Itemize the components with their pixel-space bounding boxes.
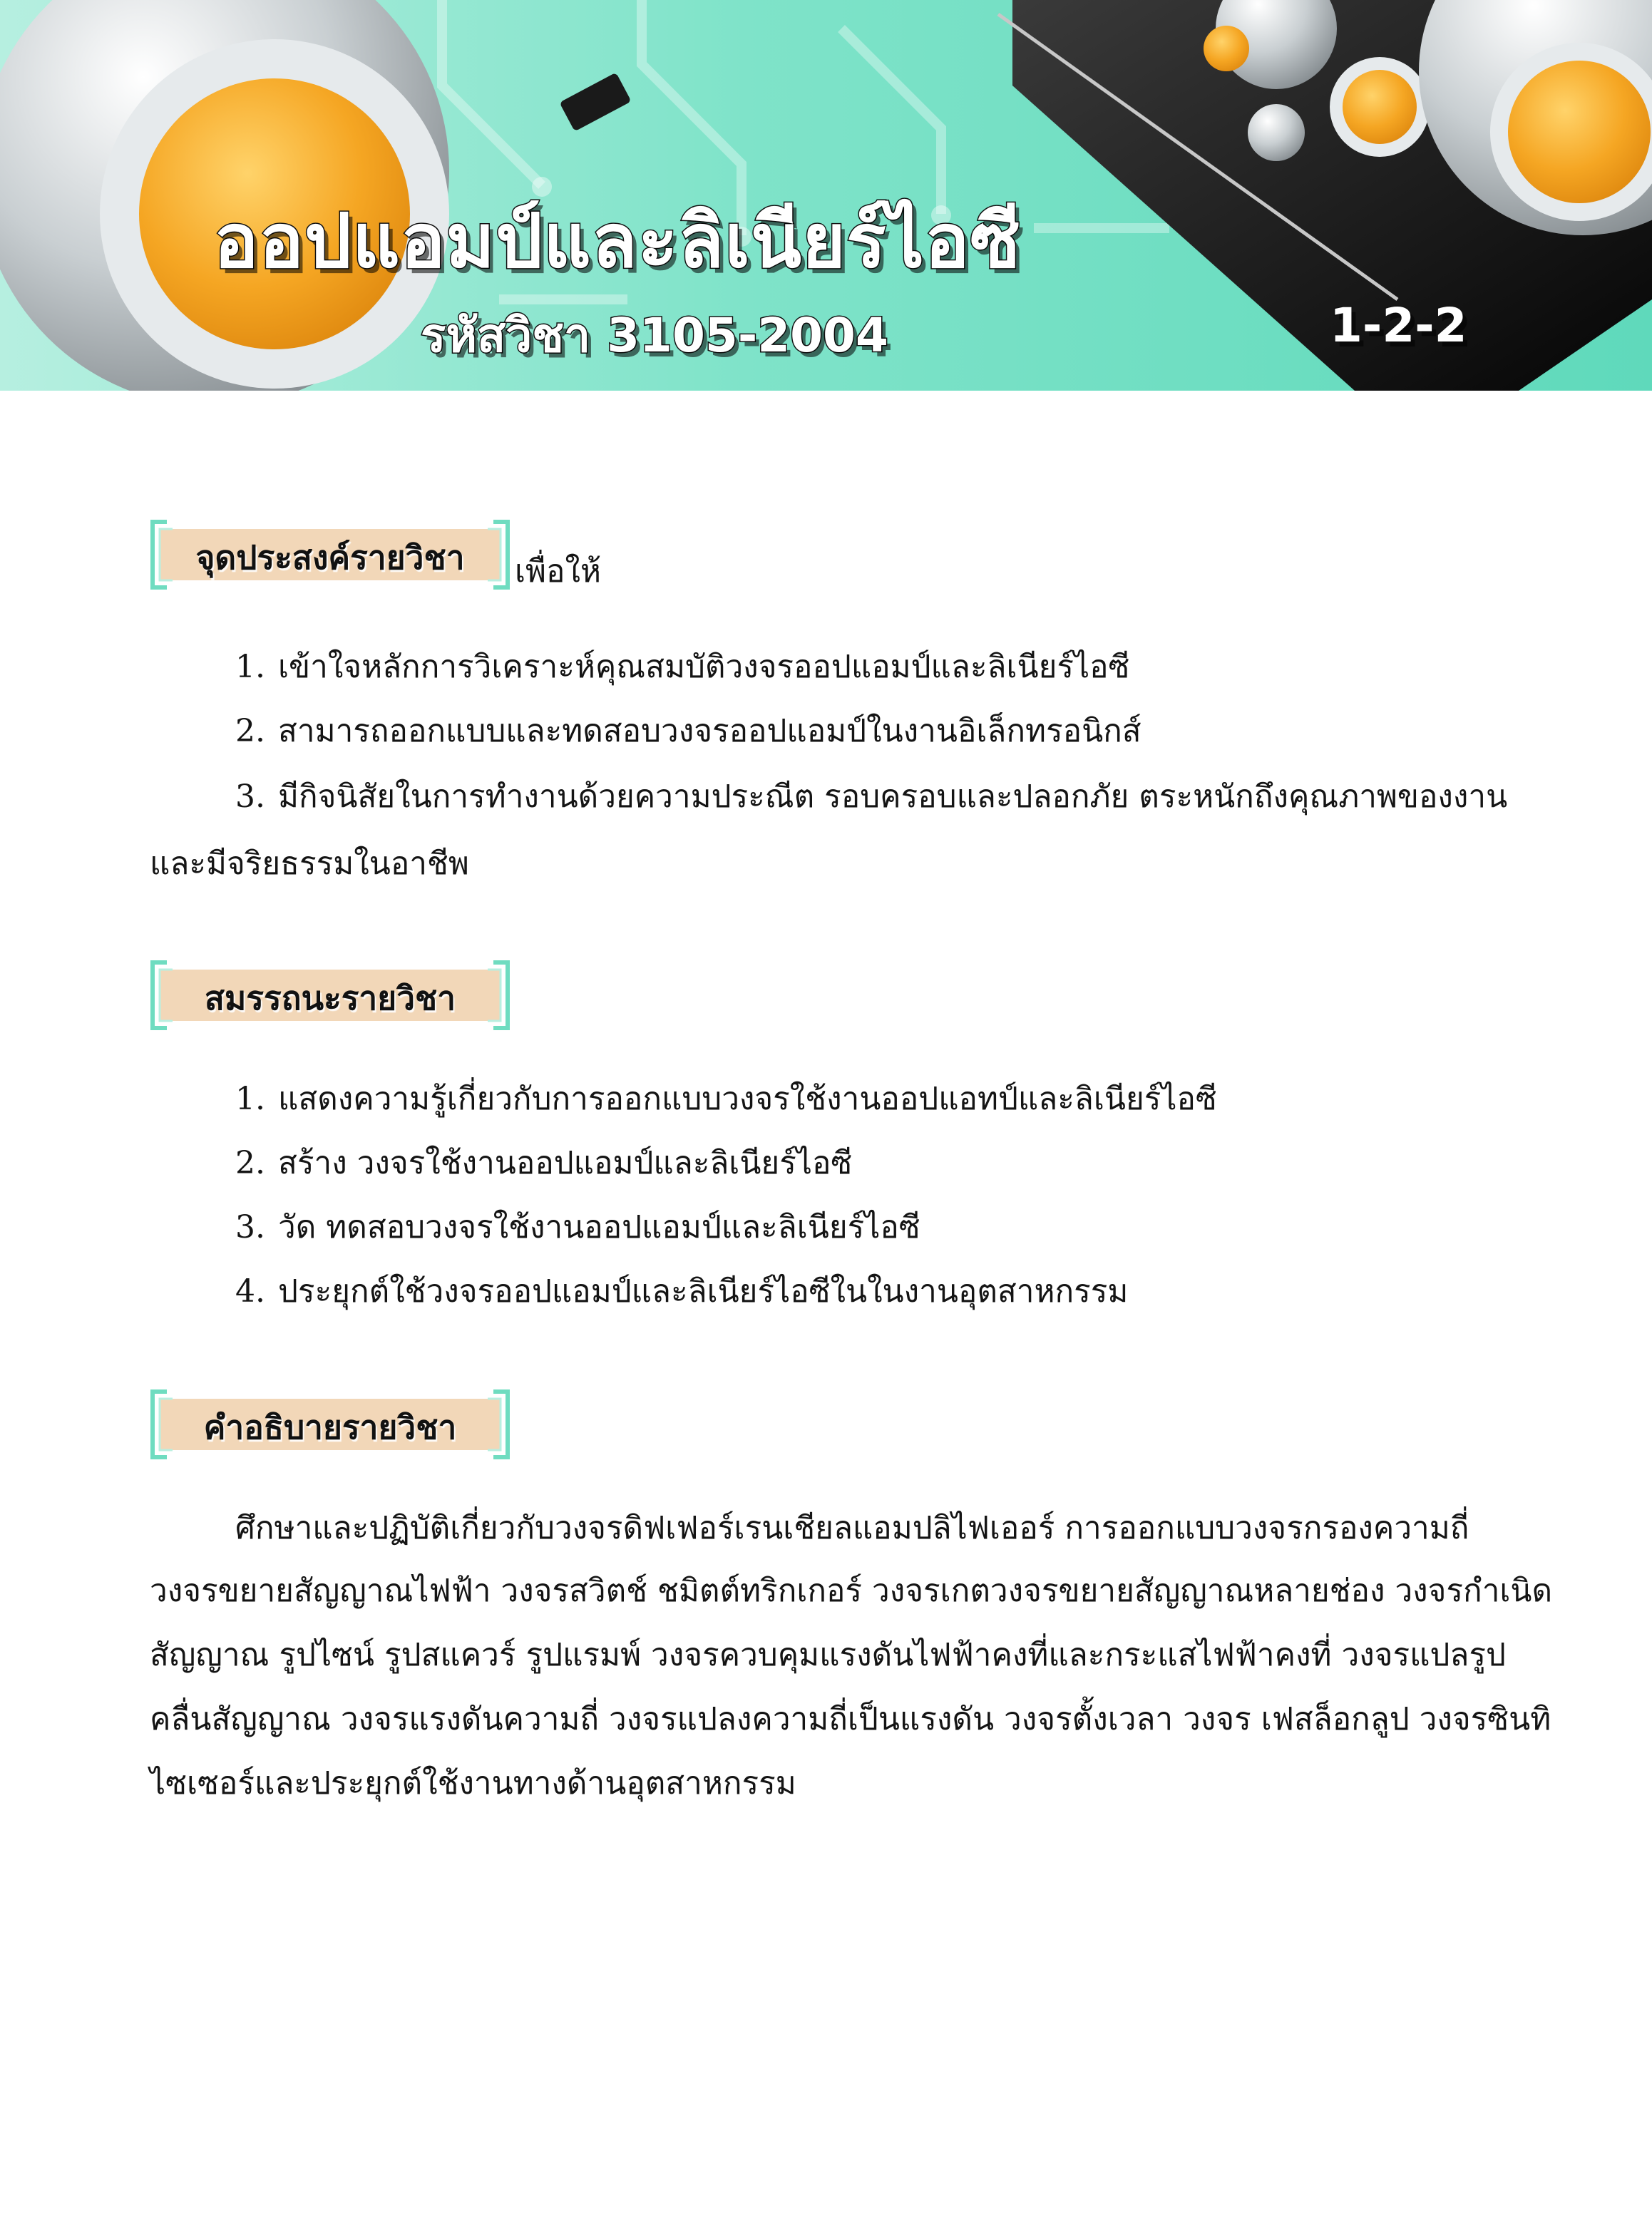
list-item [235, 1206, 920, 1249]
objectives-intro: เพื่อให้ [515, 553, 601, 590]
list-number: 3. [235, 779, 265, 815]
list-text: เข้าใจหลักการวิเคราะห์คุณสมบัติวงจรออปแอมป์และลิเนียร์ไอซี [278, 649, 1130, 685]
description-line: ศึกษาและปฏิบัติเกี่ยวกับวงจรดิฟเฟอร์เรนเชียลแอมปลิไฟเออร์ การออกแบบวงจรกรองความถี่ [235, 1510, 1469, 1546]
header-banner [0, 0, 1652, 391]
course-title: ออปแอมป์และลิเนียร์ไอซี [214, 197, 1022, 284]
description-line: วงจรขยายสัญญาณไฟฟ้า วงจรสวิตช์ ชมิตต์ทริกเกอร์ วงจรเกตวงจรขยายสัญญาณหลายช่อง วงจรกำเนิด [150, 1573, 1553, 1609]
section-label-description [150, 1389, 511, 1460]
list-text: วัด ทดสอบวงจรใช้งานออปแอมป์และลิเนียร์ไอซี [278, 1209, 920, 1245]
list-number: 2. [235, 1145, 265, 1181]
description-line: ไซเซอร์และประยุกต์ใช้งานทางด้านอุตสาหกรรม [150, 1765, 796, 1802]
list-item [235, 710, 1141, 753]
course-credits: 1-2-2 [1330, 298, 1467, 353]
section-label-competencies [150, 960, 511, 1031]
section-label-text: คำอธิบายรายวิชา [203, 1408, 457, 1447]
list-text: ประยุกต์ใช้วงจรออปแอมป์และลิเนียร์ไอซีในในงานอุตสาหกรรม [278, 1273, 1129, 1310]
list-number: 4. [235, 1273, 265, 1310]
description-line: สัญญาณ รูปไซน์ รูปสแควร์ รูปแรมพ์ วงจรควบคุมแรงดันไฟฟ้าคงที่และกระแสไฟฟ้าคงที่ วงจรแปลรูป [150, 1637, 1506, 1673]
list-number: 2. [235, 713, 265, 749]
section-label-text: จุดประสงค์รายวิชา [195, 538, 465, 577]
list-item-continuation: และมีจริยธรรมในอาชีพ [150, 846, 469, 882]
list-item [235, 776, 1507, 818]
list-number: 1. [235, 1081, 265, 1117]
list-item [235, 1142, 852, 1185]
list-text: สามารถออกแบบและทดสอบวงจรออปแอมป์ในงานอิเล็กทรอนิกส์ [278, 713, 1141, 749]
list-text: แสดงความรู้เกี่ยวกับการออกแบบวงจรใช้งานออปแอทป์และลิเนียร์ไอซี [278, 1081, 1217, 1117]
list-item [235, 1270, 1128, 1313]
list-text: สร้าง วงจรใช้งานออปแอมป์และลิเนียร์ไอซี [278, 1145, 853, 1181]
list-item [235, 1078, 1217, 1121]
list-text: มีกิจนิสัยในการทำงานด้วยความประณีต รอบครอบและปลอกภัย ตระหนักถึงคุณภาพของงาน [278, 779, 1508, 815]
description-line: คลื่นสัญญาณ วงจรแรงดันความถี่ วงจรแปลงความถี่เป็นแรงดัน วงจรตั้งเวลา วงจร เฟสล็อกลูป วงจรซินทิ [150, 1701, 1551, 1737]
list-number: 3. [235, 1209, 265, 1245]
section-label-objectives [150, 519, 511, 590]
list-item [235, 646, 1129, 689]
list-number: 1. [235, 649, 265, 685]
section-label-text: สมรรถนะรายวิชา [204, 979, 456, 1017]
course-code: รหัสวิชา 3105-2004 [421, 308, 888, 363]
